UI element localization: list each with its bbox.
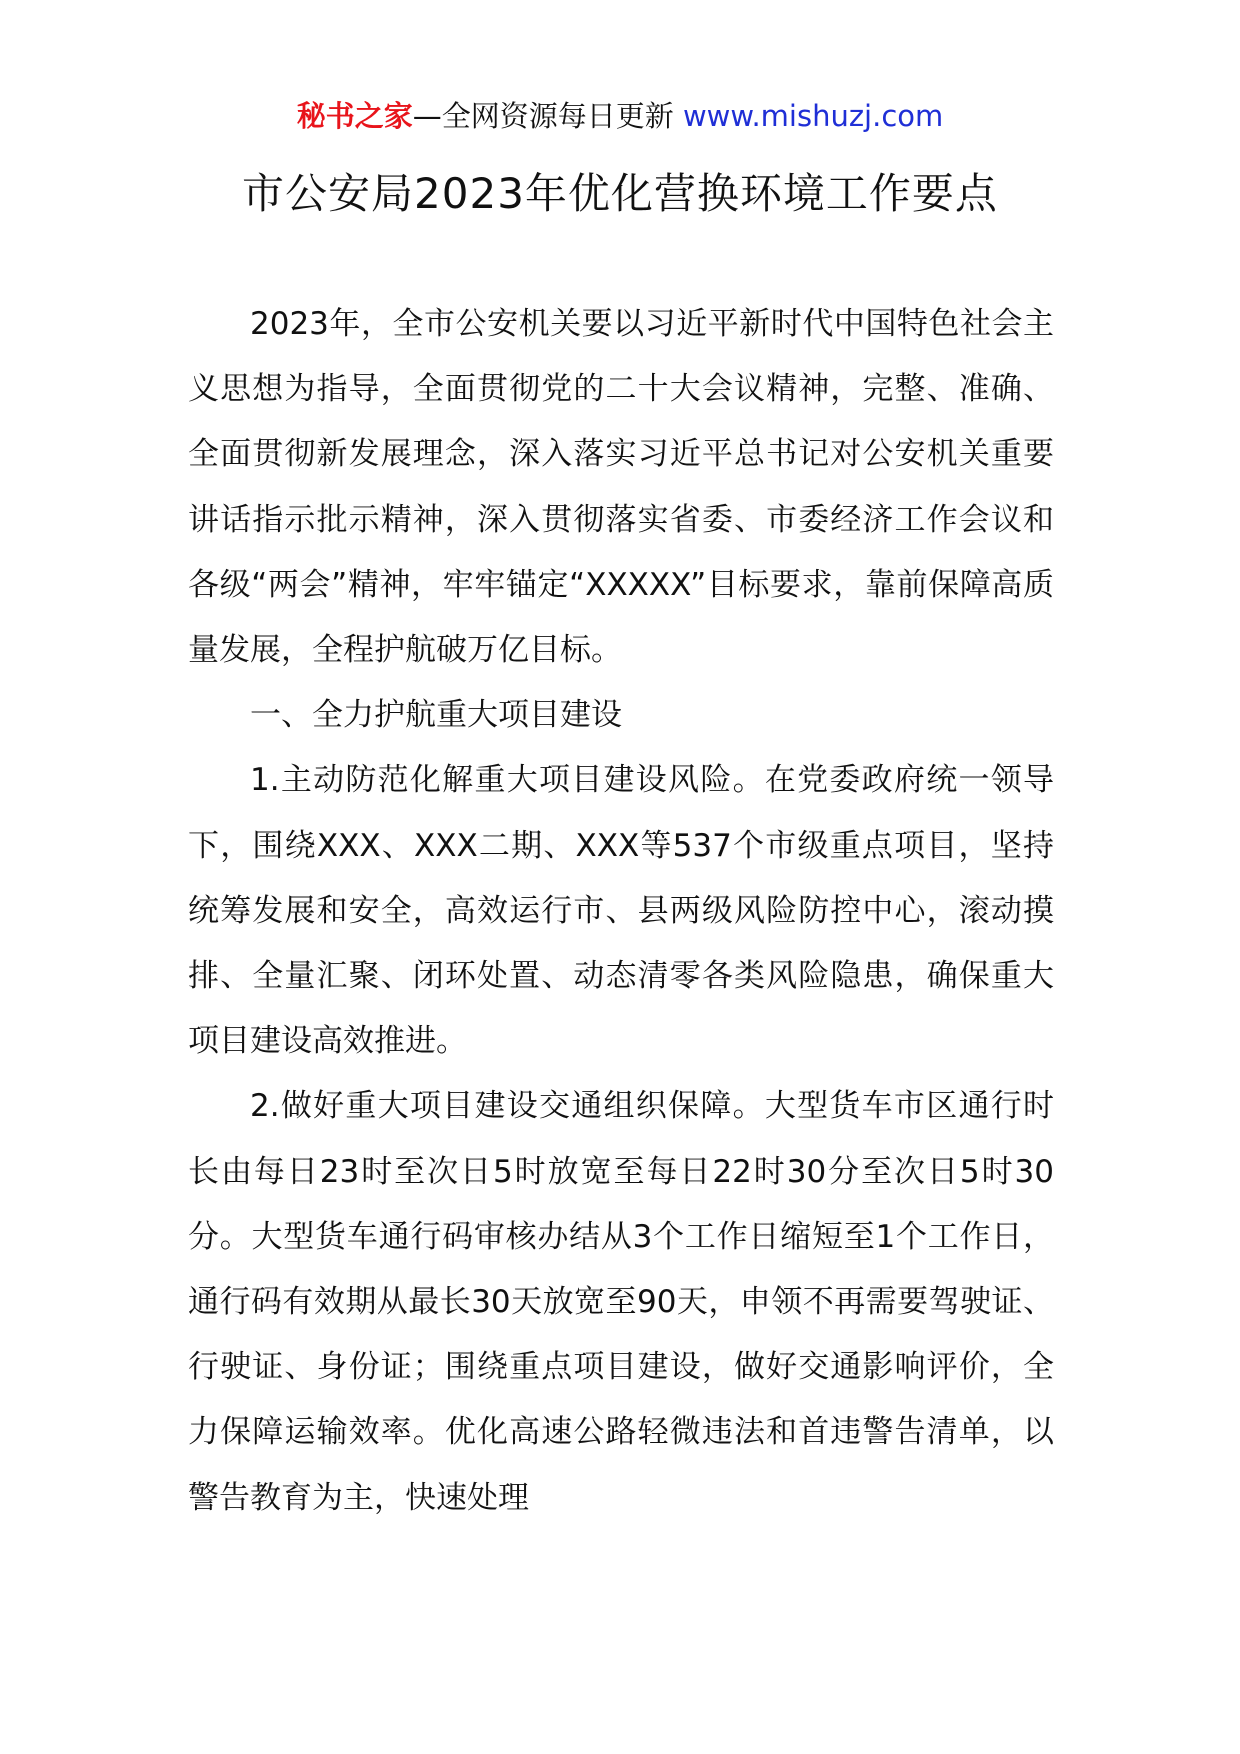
item-paragraph-2: 2.做好重大项目建设交通组织保障。大型货车市区通行时长由每日23时至次日5时放宽至每日22时30分至次日5时30分。大型货车通行码审核办结从3个工作日缩短至1个工作日，通行码有效期从最长30天放宽至90天，申领不再需要驾驶证、行驶证、身份证；围绕重点项目建设，做好交通影响评价，全力保障运输效率。优化高速公路轻微违法和首违警告清单，以警告教育为主，快速处理: [188, 1088, 1054, 1516]
site-tagline: —全网资源每日更新: [412, 99, 674, 133]
item-paragraph-1: 1.主动防范化解重大项目建设风险。在党委政府统一领导下，围绕XXX、XXX二期、XXX等537个市级重点项目，坚持统筹发展和安全，高效运行市、县两级风险防控中心，滚动摸排、全量汇聚、闭环处置、动态清零各类风险隐患，确保重大项目建设高效推进。: [188, 762, 1054, 1060]
site-url-link[interactable]: www.mishuzj.com: [682, 99, 944, 133]
document-body: [188, 292, 1054, 1531]
intro-paragraph: 2023年，全市公安机关要以习近平新时代中国特色社会主义思想为指导，全面贯彻党的二十大会议精神，完整、准确、全面贯彻新发展理念，深入落实习近平总书记对公安机关重要讲话指示批示精神，深入贯彻落实省委、市委经济工作会议和各级“两会”精神，牢牢锚定“XXXXX”目标要求，靠前保障高质量发展，全程护航破万亿目标。: [188, 306, 1054, 669]
site-header: [0, 96, 1240, 136]
section-heading-1: 一、全力护航重大项目建设: [250, 697, 622, 734]
site-brand: 秘书之家: [296, 99, 413, 133]
page-title: 市公安局2023年优化营换环境工作要点: [242, 169, 998, 218]
